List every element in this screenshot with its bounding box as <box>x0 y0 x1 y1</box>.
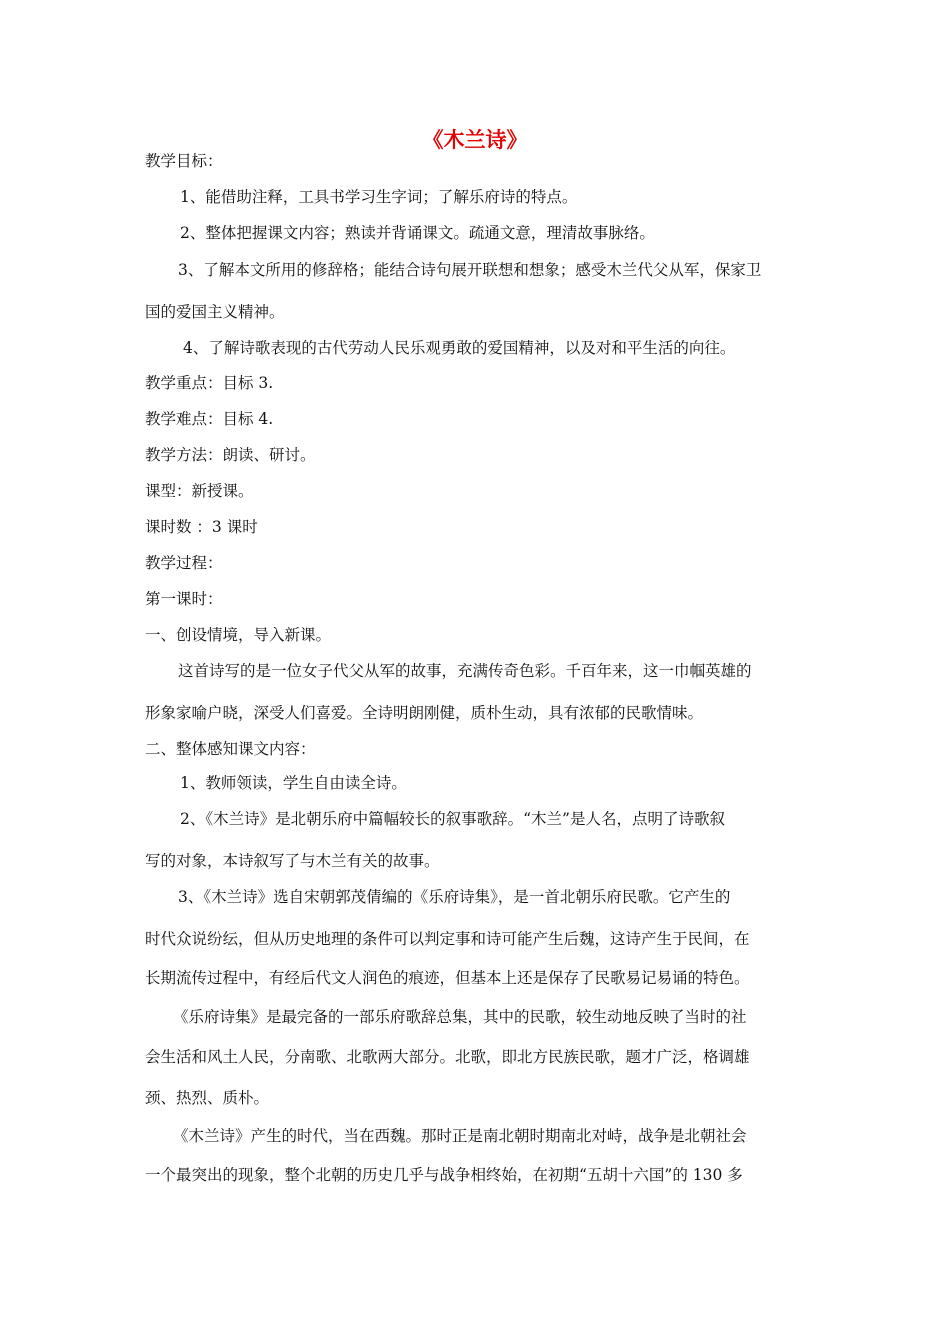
text-line: 二、整体感知课文内容： <box>145 740 316 758</box>
text-line: 形象家喻户晓，深受人们喜爱。全诗明朗刚健，质朴生动，具有浓郁的民歌情味。 <box>145 704 704 722</box>
text-line: 《木兰诗》产生的时代，当在西魏。那时正是南北朝时期南北对峙，战争是北朝社会 <box>173 1127 747 1145</box>
text-line: 1、教师领读，学生自由读全诗。 <box>180 774 407 792</box>
text-line: 第一课时： <box>145 590 223 608</box>
text-line: 3、了解本文所用的修辞格；能结合诗句展开联想和想象；感受木兰代父从军，保家卫 <box>178 261 762 279</box>
text-line: 一个最突出的现象，整个北朝的历史几乎与战争相终始，在初期“五胡十六国”的 130 多 <box>145 1166 743 1184</box>
text-line: 时代众说纷纭，但从历史地理的条件可以判定事和诗可能产生后魏，这诗产生于民间，在 <box>145 930 750 948</box>
text-line: 4、了解诗歌表现的古代劳动人民乐观勇敢的爱国精神，以及对和平生活的向往。 <box>183 339 736 357</box>
text-line: 写的对象，本诗叙写了与木兰有关的故事。 <box>145 852 440 870</box>
document-title: 《木兰诗》 <box>422 128 528 152</box>
text-line: 长期流传过程中，有经后代文人润色的痕迹，但基本上还是保存了民歌易记易诵的特色。 <box>145 969 750 987</box>
text-line: 教学重点：目标 3. <box>145 374 274 392</box>
text-line: 课时数 ：3 课时 <box>145 518 258 536</box>
text-line: 颈、热烈、质朴。 <box>145 1089 270 1107</box>
text-line: 课型：新授课。 <box>145 482 254 500</box>
text-line: 2、整体把握课文内容；熟读并背诵课文。疏通文意，理清故事脉络。 <box>180 224 655 242</box>
text-line: 2、《木兰诗》是北朝乐府中篇幅较长的叙事歌辞。“木兰”是人名，点明了诗歌叙 <box>180 810 725 828</box>
text-line: 教学难点：目标 4. <box>145 410 274 428</box>
text-line: 教学目标： <box>145 152 223 170</box>
text-line: 教学方法：朗读、研讨。 <box>145 446 316 464</box>
text-line: 这首诗写的是一位女子代父从军的故事，充满传奇色彩。千百年来，这一巾帼英雄的 <box>178 662 752 680</box>
text-line: 一、创设情境，导入新课。 <box>145 626 332 644</box>
text-line: 《乐府诗集》是最完备的一部乐府歌辞总集，其中的民歌，较生动地反映了当时的社 <box>173 1008 747 1026</box>
text-line: 1、能借助注释，工具书学习生字词；了解乐府诗的特点。 <box>180 188 578 206</box>
text-line: 国的爱国主义精神。 <box>145 303 285 321</box>
text-line: 3、《木兰诗》选自宋朝郭茂倩编的《乐府诗集》，是一首北朝乐府民歌。它产生的 <box>178 888 731 906</box>
text-line: 会生活和风土人民，分南歌、北歌两大部分。北歌，即北方民族民歌，题才广泛，格调雄 <box>145 1048 750 1066</box>
text-line: 教学过程： <box>145 554 223 572</box>
